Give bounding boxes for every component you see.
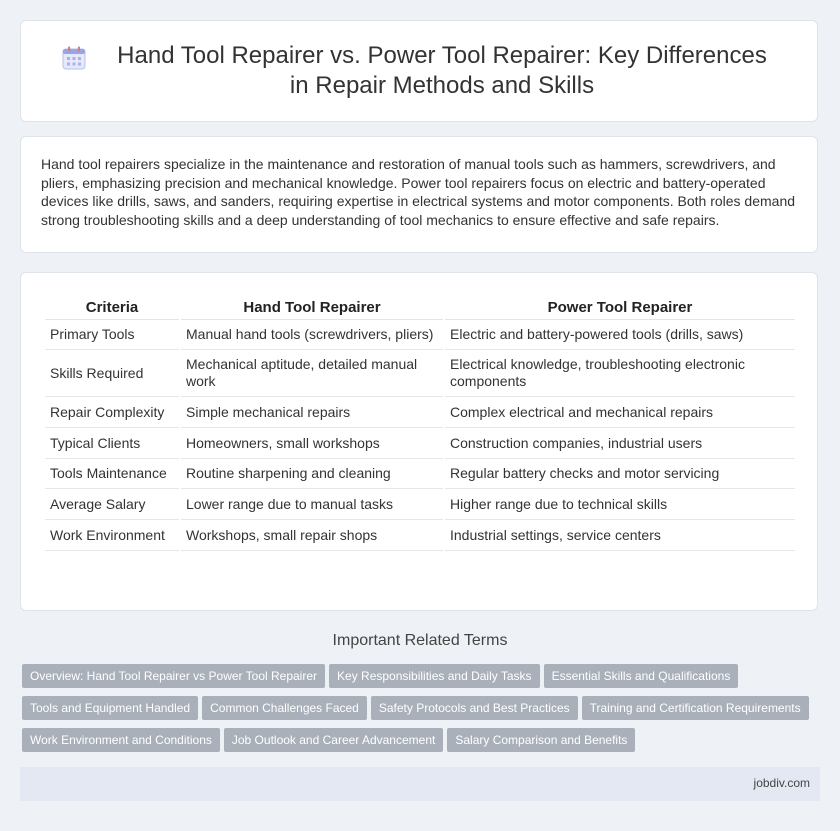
related-terms-tags bbox=[22, 664, 822, 760]
table-row bbox=[45, 428, 795, 459]
table-cell: Mechanical aptitude, detailed manual work bbox=[181, 350, 443, 397]
table-row bbox=[45, 350, 795, 397]
related-term-tag[interactable]: Overview: Hand Tool Repairer vs Power Tool Repairer bbox=[22, 664, 325, 688]
footer-site-link[interactable]: jobdiv.com bbox=[753, 776, 810, 790]
intro-card bbox=[20, 136, 818, 253]
table-row bbox=[45, 459, 795, 489]
column-header-hand-tool: Hand Tool Repairer bbox=[181, 295, 443, 320]
related-term-tag[interactable]: Training and Certification Requirements bbox=[582, 696, 809, 720]
table-cell: Simple mechanical repairs bbox=[181, 397, 443, 428]
page-title: Hand Tool Repairer vs. Power Tool Repairer: Key Differences in Repair Methods and Skills bbox=[117, 42, 767, 99]
table-cell: Manual hand tools (screwdrivers, pliers) bbox=[181, 320, 443, 350]
table-cell: Typical Clients bbox=[45, 428, 179, 459]
comparison-table-card bbox=[20, 272, 818, 611]
table-cell: Higher range due to technical skills bbox=[445, 489, 795, 520]
table-row bbox=[45, 489, 795, 520]
table-cell: Regular battery checks and motor servicing bbox=[445, 459, 795, 489]
related-term-tag[interactable]: Work Environment and Conditions bbox=[22, 728, 220, 752]
table-cell: Construction companies, industrial users bbox=[445, 428, 795, 459]
table-cell: Skills Required bbox=[45, 350, 179, 397]
table-cell: Lower range due to manual tasks bbox=[181, 489, 443, 520]
title-wrap bbox=[61, 41, 777, 101]
table-cell: Workshops, small repair shops bbox=[181, 520, 443, 551]
related-term-tag[interactable]: Tools and Equipment Handled bbox=[22, 696, 198, 720]
table-cell: Electrical knowledge, troubleshooting electronic components bbox=[445, 350, 795, 397]
comparison-table bbox=[43, 295, 797, 551]
related-term-tag[interactable]: Salary Comparison and Benefits bbox=[447, 728, 635, 752]
related-term-tag[interactable]: Common Challenges Faced bbox=[202, 696, 367, 720]
table-cell: Industrial settings, service centers bbox=[445, 520, 795, 551]
table-cell: Work Environment bbox=[45, 520, 179, 551]
table-row bbox=[45, 320, 795, 350]
table-cell: Routine sharpening and cleaning bbox=[181, 459, 443, 489]
table-row bbox=[45, 520, 795, 551]
column-header-criteria: Criteria bbox=[45, 295, 179, 320]
related-term-tag[interactable]: Job Outlook and Career Advancement bbox=[224, 728, 443, 752]
table-cell: Repair Complexity bbox=[45, 397, 179, 428]
footer bbox=[20, 767, 820, 801]
calendar-grid-icon bbox=[61, 45, 87, 71]
table-cell: Tools Maintenance bbox=[45, 459, 179, 489]
table-header-row bbox=[45, 295, 795, 320]
related-term-tag[interactable]: Key Responsibilities and Daily Tasks bbox=[329, 664, 540, 688]
related-term-tag[interactable]: Essential Skills and Qualifications bbox=[544, 664, 739, 688]
table-cell: Primary Tools bbox=[45, 320, 179, 350]
intro-text: Hand tool repairers specialize in the maintenance and restoration of manual tools such as hammers, screwdrivers, and pliers, emphasizing precision and mechanical knowledge. Power tool repairers focus on electric and battery-operated devices like drills, saws, and sanders, requiring expertise in electrical systems and motor components. Both roles demand strong troubleshooting skills and a deep understanding of tool mechanics to ensure effective and safe repairs. bbox=[41, 156, 796, 228]
related-terms-title: Important Related Terms bbox=[332, 632, 508, 649]
table-cell: Average Salary bbox=[45, 489, 179, 520]
table-row bbox=[45, 397, 795, 428]
related-term-tag[interactable]: Safety Protocols and Best Practices bbox=[371, 696, 578, 720]
table-cell: Complex electrical and mechanical repairs bbox=[445, 397, 795, 428]
header-card bbox=[20, 20, 818, 122]
column-header-power-tool: Power Tool Repairer bbox=[445, 295, 795, 320]
table-cell: Homeowners, small workshops bbox=[181, 428, 443, 459]
table-cell: Electric and battery-powered tools (drills, saws) bbox=[445, 320, 795, 350]
